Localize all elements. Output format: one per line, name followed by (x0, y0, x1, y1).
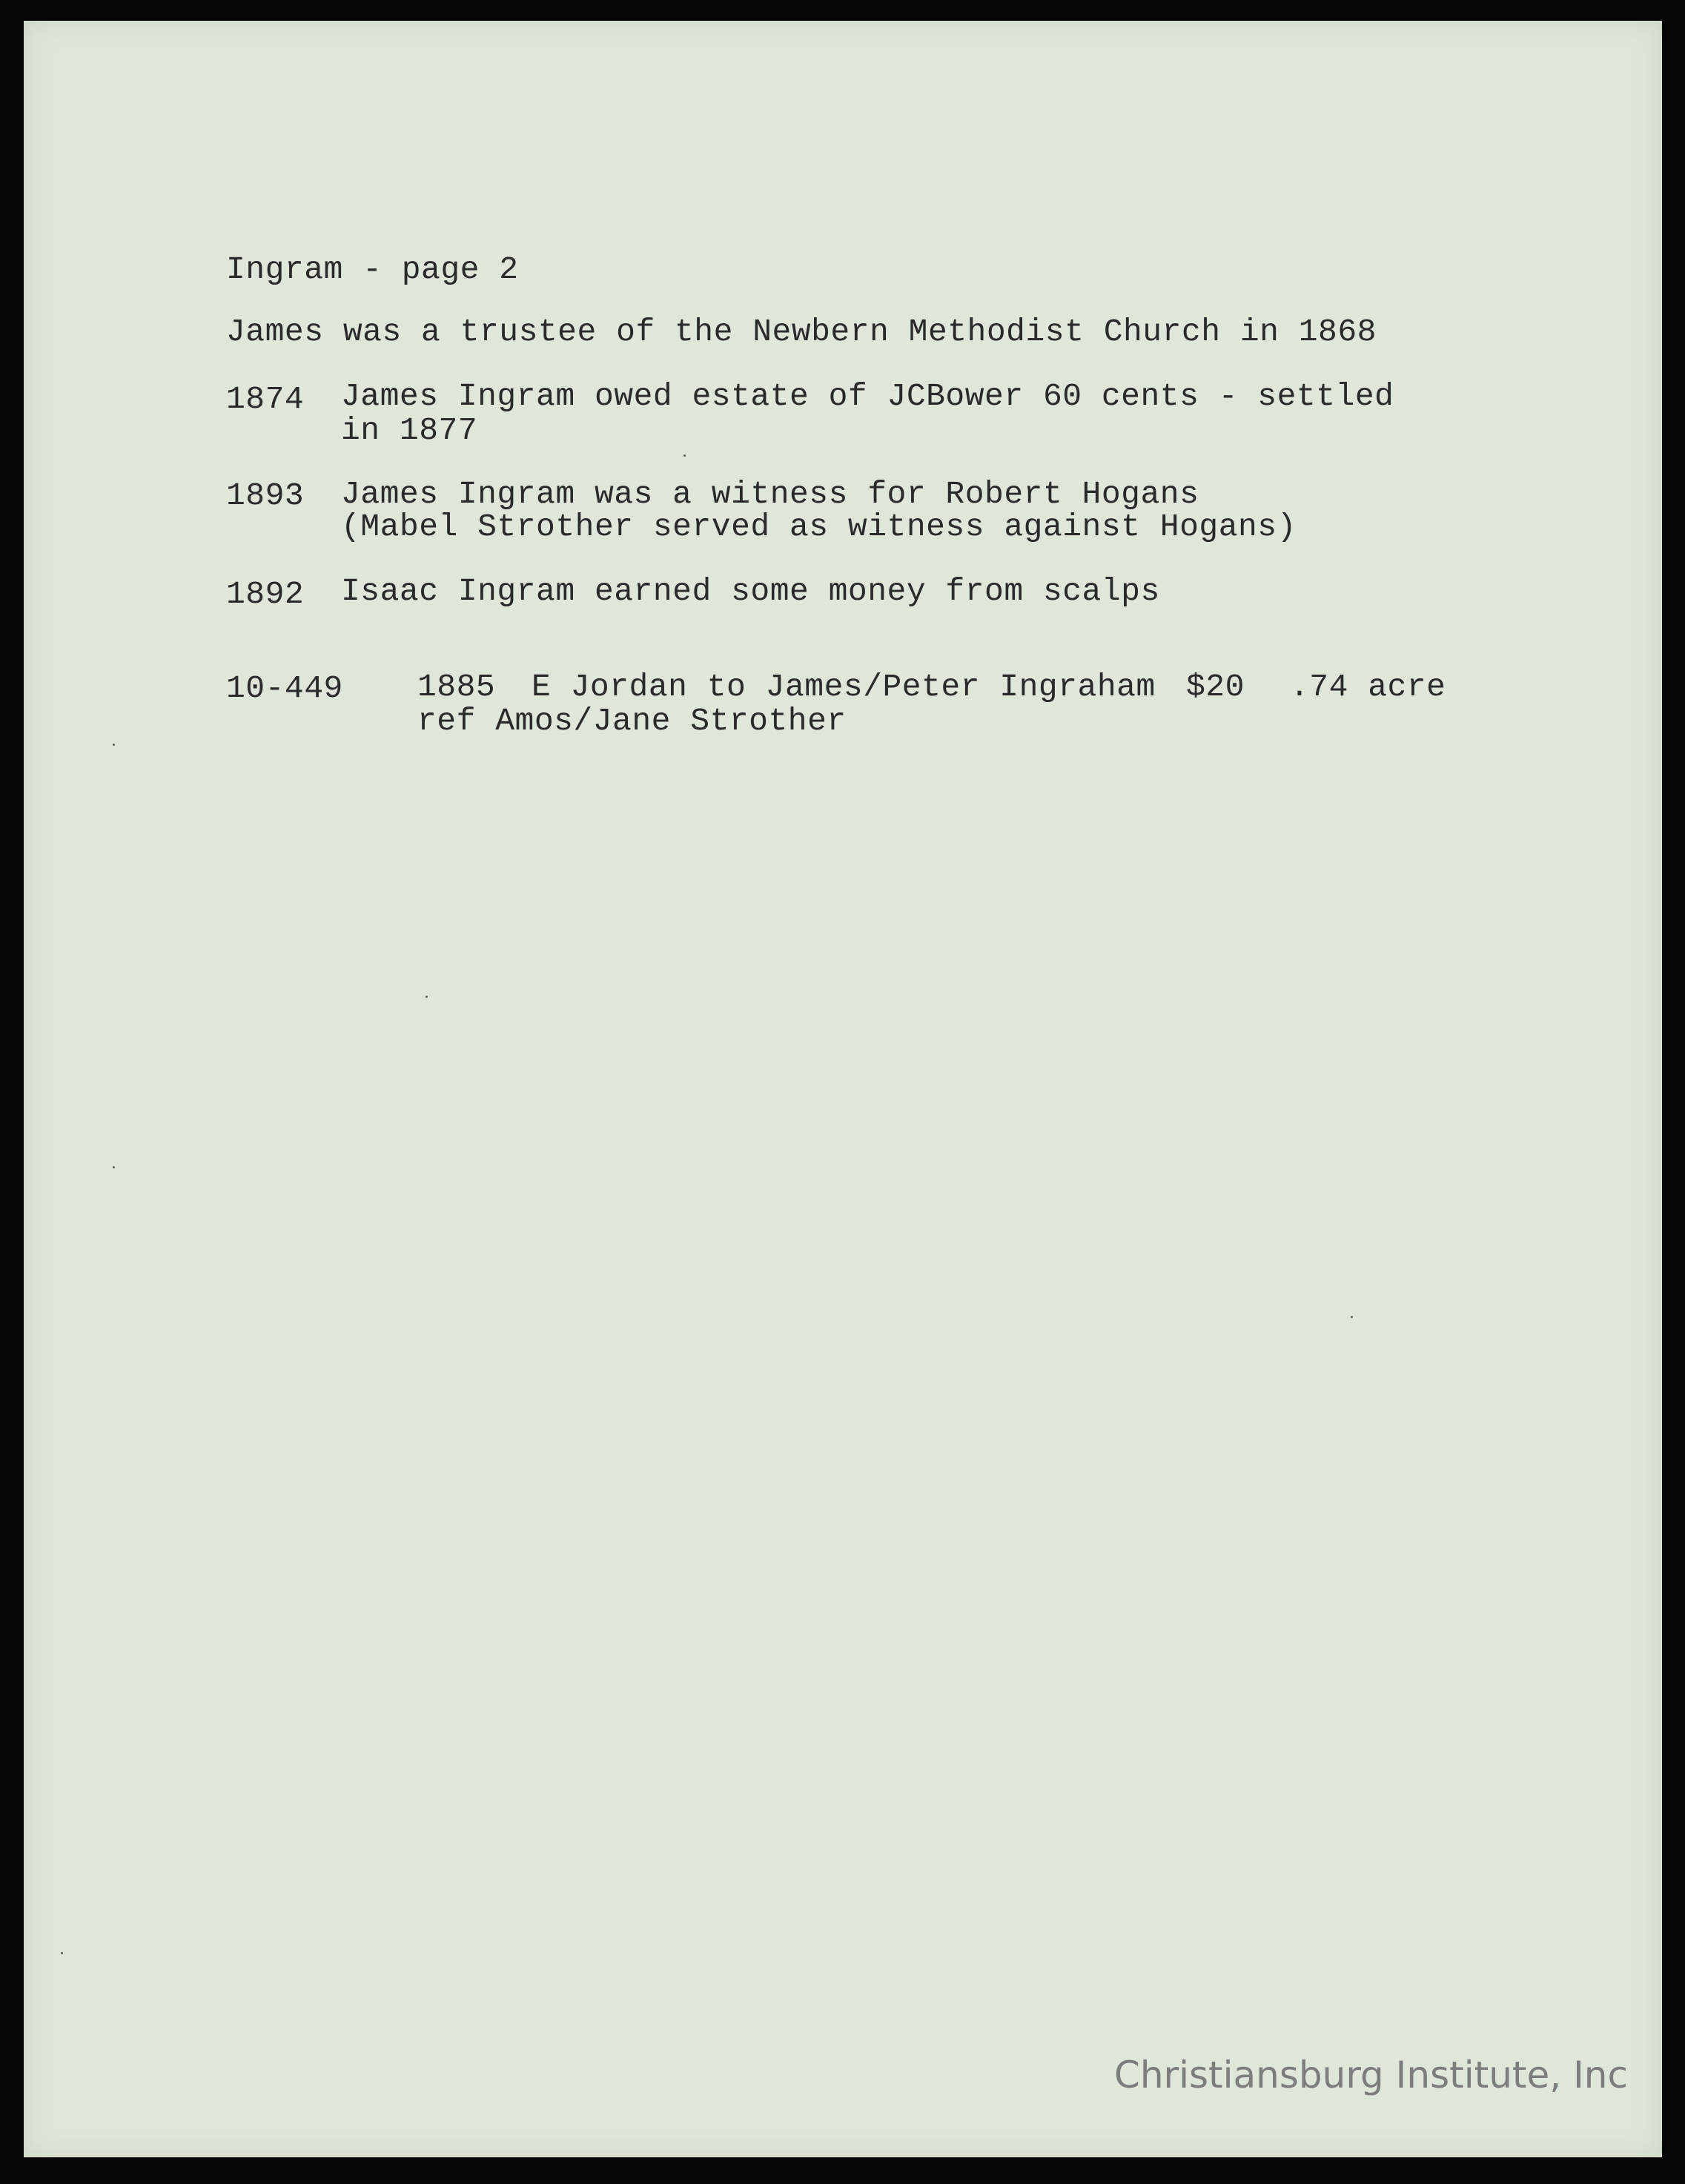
entry-year: 1892 (226, 576, 305, 612)
archive-watermark: Christiansburg Institute, Inc (1113, 2054, 1628, 2097)
paper-speck (113, 744, 115, 746)
deed-reference: 10-449 (226, 670, 343, 707)
deed-amount: $20 (1186, 669, 1245, 705)
deed-text: E Jordan to James/Peter Ingraham (532, 669, 1156, 705)
entry-text-continuation: in 1877 (341, 412, 478, 449)
entry-text: James Ingram owed estate of JCBower 60 cents - settled (341, 378, 1394, 414)
entry-year: 1893 (226, 477, 305, 514)
paper-speck (426, 996, 428, 998)
entry-text-continuation: (Mabel Strother served as witness against Hogans) (341, 509, 1297, 545)
entry-year: 1874 (226, 381, 305, 417)
deed-text-continuation: ref Amos/Jane Strother (417, 703, 847, 739)
deed-year: 1885 (417, 669, 496, 705)
paper-speck (113, 1166, 115, 1168)
paper-speck (683, 454, 686, 457)
trustee-line: James was a trustee of the Newbern Methodist Church in 1868 (226, 314, 1377, 350)
page-heading: Ingram - page 2 (226, 251, 519, 288)
entry-text: Isaac Ingram earned some money from scalps (341, 573, 1160, 609)
deed-acreage: .74 acre (1290, 669, 1446, 705)
entry-text: James Ingram was a witness for Robert Hogans (341, 476, 1199, 512)
paper-speck (61, 1952, 63, 1954)
paper-speck (1351, 1316, 1353, 1318)
